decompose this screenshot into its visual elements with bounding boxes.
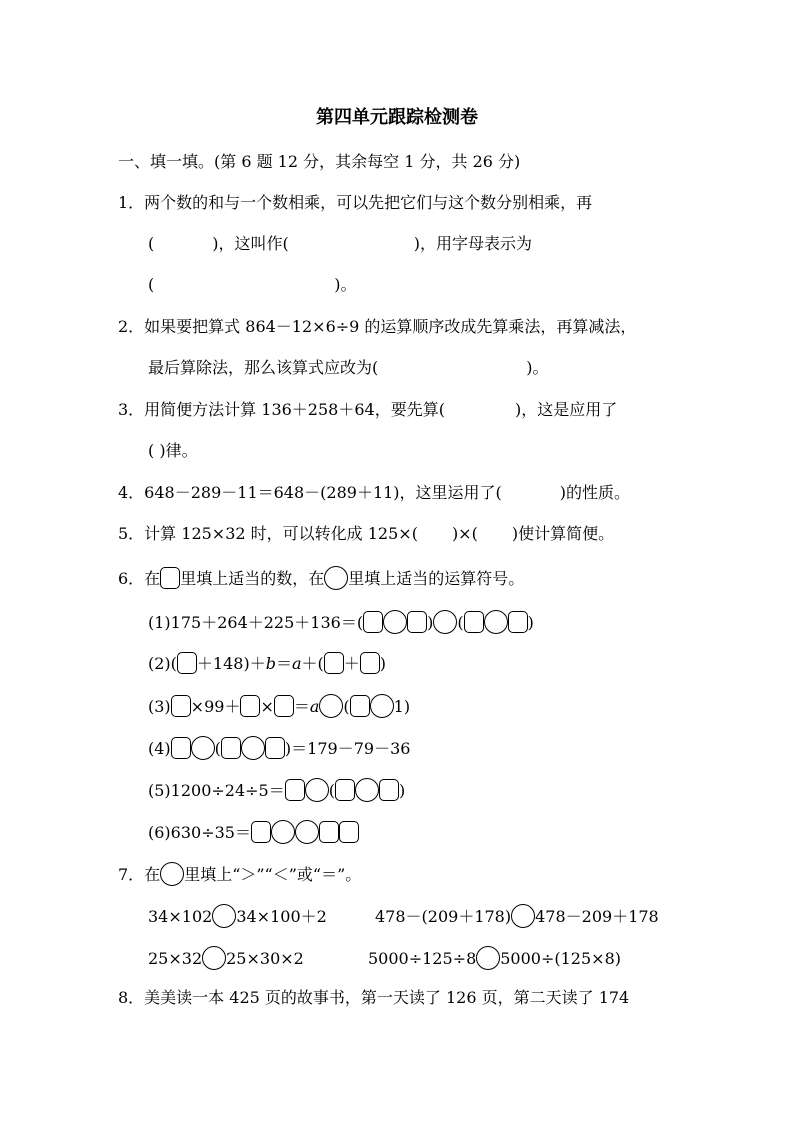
number-box[interactable] xyxy=(251,821,271,843)
q6-text: (6)630÷35＝ xyxy=(148,823,251,842)
number-box[interactable] xyxy=(240,695,260,717)
q6-part6 xyxy=(148,820,359,845)
operator-circle[interactable] xyxy=(383,610,407,634)
q6-text: 里填上适当的运算符号。 xyxy=(348,569,525,588)
number-box[interactable] xyxy=(221,737,241,759)
operator-circle[interactable] xyxy=(355,778,379,802)
q7-text: 25×30×2 xyxy=(226,949,304,968)
compare-circle[interactable] xyxy=(476,946,500,970)
q6-part2 xyxy=(148,652,386,676)
compare-circle[interactable] xyxy=(511,904,535,928)
q4-text: )的性质。 xyxy=(559,483,631,502)
number-box[interactable] xyxy=(360,652,380,674)
variable-a: a xyxy=(309,697,320,716)
q6-text: ( xyxy=(328,781,335,800)
q7-text: 5000÷125÷8 xyxy=(368,949,477,968)
q5-line xyxy=(118,522,614,546)
q6-text: ＝ xyxy=(275,654,292,673)
number-box[interactable] xyxy=(274,695,294,717)
q6-text: 6．在 xyxy=(118,569,161,588)
q7-row1-left xyxy=(148,904,327,929)
q6-part5 xyxy=(148,778,405,803)
q1-text: )，这叫作( xyxy=(212,234,289,253)
number-box[interactable] xyxy=(171,737,191,759)
q6-text: (4) xyxy=(148,739,171,758)
q1-line1: 1．两个数的和与一个数相乘，可以先把它们与这个数分别相乘，再 xyxy=(118,193,593,212)
q7-row2-right xyxy=(368,946,621,971)
q2-text: 最后算除法，那么该算式应改为( xyxy=(148,358,379,377)
q7-row2-left xyxy=(148,946,304,971)
q7-text: 478－(209＋178) xyxy=(375,907,512,926)
q6-text: )＝179－79－36 xyxy=(284,739,411,758)
number-box[interactable] xyxy=(171,695,191,717)
operator-circle[interactable] xyxy=(484,610,508,634)
operator-circle[interactable] xyxy=(370,694,394,718)
variable-b: b xyxy=(265,654,276,673)
variable-a: a xyxy=(291,654,302,673)
operator-circle[interactable] xyxy=(191,736,215,760)
q6-text: ) xyxy=(427,613,434,632)
q6-text: (3) xyxy=(148,697,171,716)
number-box[interactable] xyxy=(265,737,285,759)
operator-circle[interactable] xyxy=(319,694,343,718)
q6-text: ) xyxy=(399,781,406,800)
q3-text: 3．用简便方法计算 136＋258＋64，要先算( xyxy=(118,400,445,419)
q7-text: 478－209＋178 xyxy=(535,907,659,926)
q3-line2: ( )律。 xyxy=(148,441,198,460)
q6-part3 xyxy=(148,694,410,719)
q4-text: 4．648－289－11＝648－(289＋11)，这里运用了( xyxy=(118,483,502,502)
operator-circle[interactable] xyxy=(433,610,457,634)
q2-line2 xyxy=(148,356,549,380)
circle-icon xyxy=(160,862,184,886)
q7-text: 里填上“＞”“＜”或“＝”。 xyxy=(184,865,362,884)
q6-text: ) xyxy=(379,654,387,673)
q6-text: ×99＋ xyxy=(190,697,241,716)
q1-text: ( xyxy=(148,275,155,294)
number-box[interactable] xyxy=(407,611,427,633)
q6-text: × xyxy=(260,697,274,716)
q7-text: 25×32 xyxy=(148,949,203,968)
q6-text: (2)( xyxy=(148,654,177,673)
number-box[interactable] xyxy=(177,652,197,674)
q2-line1: 2．如果要把算式 864－12×6÷9 的运算顺序改成先算乘法，再算减法， xyxy=(118,317,637,336)
number-box[interactable] xyxy=(324,652,344,674)
q1-text: )，用字母表示为 xyxy=(413,234,532,253)
q8-line1: 8．美美读一本 425 页的故事书，第一天读了 126 页，第二天读了 174 xyxy=(118,988,630,1007)
q1-line2 xyxy=(148,232,532,256)
q7-row1-right xyxy=(375,904,659,929)
operator-circle[interactable] xyxy=(295,820,319,844)
q7-text: 34×102 xyxy=(148,907,213,926)
q6-text: ( xyxy=(343,697,350,716)
q6-text: ＋ xyxy=(343,654,360,673)
q7-text: 5000÷(125×8) xyxy=(500,949,621,968)
number-box[interactable] xyxy=(335,779,355,801)
q6-text: ( xyxy=(214,739,221,758)
q6-text: ＋148)＋ xyxy=(196,654,266,673)
q6-text: ( xyxy=(457,613,464,632)
compare-circle[interactable] xyxy=(212,904,236,928)
q5-text: )×( xyxy=(451,524,478,543)
page-title: 第四单元跟踪检测卷 xyxy=(316,107,478,128)
q1-text: )。 xyxy=(334,275,357,294)
number-box[interactable] xyxy=(379,779,399,801)
q6-instruction xyxy=(118,566,524,591)
q6-part4 xyxy=(148,736,410,761)
square-box-icon xyxy=(160,567,180,589)
number-box[interactable] xyxy=(508,611,528,633)
q7-instruction xyxy=(118,862,361,887)
q7-text: 7．在 xyxy=(118,865,161,884)
q7-text: 34×100＋2 xyxy=(236,907,327,926)
q6-text: (5)1200÷24÷5＝ xyxy=(148,781,285,800)
number-box[interactable] xyxy=(464,611,484,633)
q5-text: 5．计算 125×32 时，可以转化成 125×( xyxy=(118,524,418,543)
q6-part1 xyxy=(148,610,534,635)
q4-line xyxy=(118,481,630,505)
q1-line3 xyxy=(148,273,357,297)
q6-text: ＝ xyxy=(293,697,310,716)
number-box[interactable] xyxy=(363,611,383,633)
q2-text: )。 xyxy=(526,358,549,377)
operator-circle[interactable] xyxy=(241,736,265,760)
number-box[interactable] xyxy=(339,821,359,843)
q6-text: (1)175＋264＋225＋136＝( xyxy=(148,613,364,632)
q1-text: ( xyxy=(148,234,155,253)
q3-line1 xyxy=(118,398,617,422)
number-box[interactable] xyxy=(319,821,339,843)
q3-text: )，这是应用了 xyxy=(514,400,618,419)
section-heading: 一、填一填。(第 6 题 12 分，其余每空 1 分，共 26 分) xyxy=(118,152,521,171)
number-box[interactable] xyxy=(350,695,370,717)
compare-circle[interactable] xyxy=(202,946,226,970)
operator-circle[interactable] xyxy=(271,820,295,844)
operator-circle[interactable] xyxy=(305,778,329,802)
number-box[interactable] xyxy=(285,779,305,801)
circle-icon xyxy=(324,566,348,590)
q6-text: ) xyxy=(527,613,534,632)
q6-text: 里填上适当的数，在 xyxy=(180,569,325,588)
q6-text: ＋( xyxy=(301,654,324,673)
q6-text: 1) xyxy=(393,697,411,716)
q5-text: )使计算简便。 xyxy=(511,524,615,543)
